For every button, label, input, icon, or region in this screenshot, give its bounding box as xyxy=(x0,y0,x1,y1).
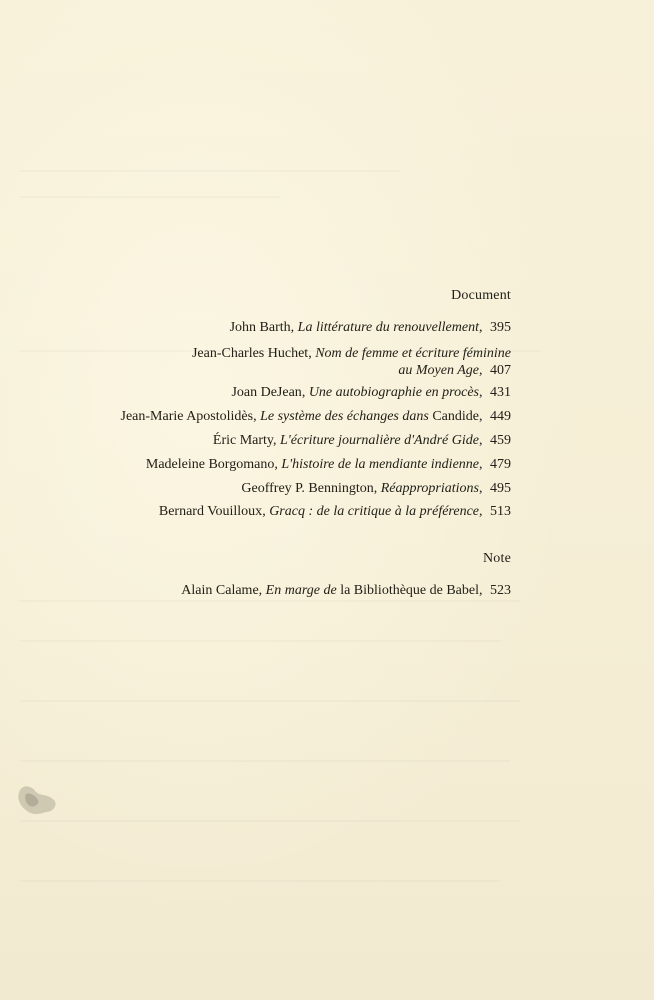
entry-title: En marge de xyxy=(265,583,337,598)
toc-entry: Joan DeJean, Une autobiographie en procès, 431 xyxy=(231,385,511,400)
ink-smudge-mark xyxy=(14,780,62,820)
entry-title: Une autobiographie en procès xyxy=(308,385,479,400)
entry-author: Joan DeJean xyxy=(231,385,302,400)
entry-author: Alain Calame xyxy=(181,583,259,598)
bleed-through-line xyxy=(20,700,520,702)
entry-page: 431 xyxy=(490,385,511,400)
entry-author: John Barth xyxy=(229,320,291,335)
toc-entry: Jean-Marie Apostolidès, Le système des échanges dans Candide, 449 xyxy=(120,409,511,424)
entry-page: 407 xyxy=(490,363,511,378)
entry-page: 513 xyxy=(490,504,511,519)
toc-entry: Bernard Vouilloux, Gracq : de la critique à la préférence, 513 xyxy=(158,504,511,519)
entry-author: Éric Marty xyxy=(212,433,274,448)
entry-page: 479 xyxy=(490,457,511,472)
entry-title-work: Candide xyxy=(432,409,479,424)
entry-page: 395 xyxy=(490,320,511,335)
entry-title: Le système des échanges dans xyxy=(260,409,429,424)
bleed-through-line xyxy=(20,600,520,602)
entry-page: 523 xyxy=(490,583,511,598)
bleed-through-line xyxy=(20,170,400,172)
entry-title: Nom de femme et écriture féminine xyxy=(315,346,511,361)
entry-page: 459 xyxy=(490,433,511,448)
entry-title-work: la Bibliothèque de Babel xyxy=(340,583,479,598)
entry-title: Gracq : de la critique à la préférence xyxy=(269,504,479,519)
bleed-through-line xyxy=(20,640,500,642)
entry-author: Jean-Marie Apostolidès xyxy=(120,409,254,424)
entry-title: La littérature du renouvellement xyxy=(297,320,479,335)
entry-page: 449 xyxy=(490,409,511,424)
toc-entry: Alain Calame, En marge de la Bibliothèque de Babel, 523 xyxy=(181,583,511,598)
bleed-through-line xyxy=(20,760,510,762)
entry-author: Geoffrey P. Bennington xyxy=(241,481,374,496)
bleed-through-line xyxy=(20,820,520,822)
bleed-through-line xyxy=(20,880,500,882)
section-heading-document: Document xyxy=(451,288,511,303)
toc-entry: Jean-Charles Huchet, Nom de femme et écriture féminine au Moyen Age, 407 xyxy=(191,346,511,378)
toc-entry: Geoffrey P. Bennington, Réappropriations, 495 xyxy=(241,481,511,496)
bleed-through-text xyxy=(10,108,19,146)
section-heading-note: Note xyxy=(482,551,511,566)
entry-author: Madeleine Borgomano xyxy=(145,457,275,472)
bleed-through-line xyxy=(20,196,280,198)
entry-page: 495 xyxy=(490,481,511,496)
entry-author: Bernard Vouilloux xyxy=(158,504,263,519)
entry-title: L'écriture journalière d'André Gide xyxy=(280,433,479,448)
entry-title-continuation: au Moyen Age xyxy=(398,363,479,378)
toc-entry: Éric Marty, L'écriture journalière d'André Gide, 459 xyxy=(212,433,511,448)
toc-entry: John Barth, La littérature du renouvellement, 395 xyxy=(229,320,511,335)
toc-entry: Madeleine Borgomano, L'histoire de la mendiante indienne, 479 xyxy=(145,457,511,472)
entry-title: Réappropriations xyxy=(380,481,479,496)
entry-title: L'histoire de la mendiante indienne xyxy=(281,457,479,472)
entry-author: Jean-Charles Huchet xyxy=(191,346,309,361)
